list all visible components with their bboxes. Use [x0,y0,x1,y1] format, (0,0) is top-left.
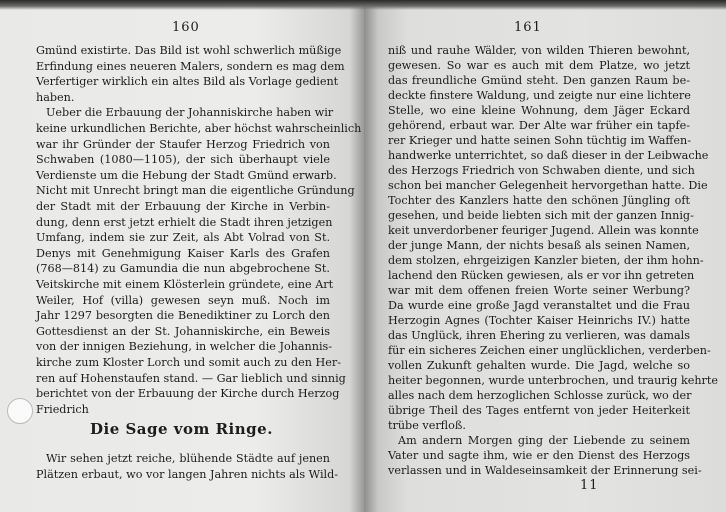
text-line: das Unglück, ihren Ehering zu verlieren, was damals [388,329,690,342]
text-line: für ein sicheres Zeichen einer unglücklichen, verderben- [388,344,711,357]
text-line: Nicht mit Unrecht bringt man die eigentliche Gründung [36,184,355,198]
text-line: kirche zum Kloster Lorch und somit auch zu den Her- [36,356,342,369]
text-line: keit unverdorbener feuriger Jugend. Allein was konnte [388,224,699,237]
text-line: alles nach dem herzoglichen Schlosse zurück, wo der [388,389,692,402]
punch-hole [7,398,33,424]
scan-shadow [0,0,726,10]
text-line: das freundliche Gmünd steht. Den ganzen Raum be- [388,74,690,87]
text-line: Wir sehen jetzt reiche, blühende Städte auf jenen [46,452,330,465]
text-line: Herzogin Agnes (Tochter Kaiser Heinrichs IV.) hatte [388,314,690,327]
text-line: rer Krieger und hatte seinen Sohn tüchtig im Waffen- [388,134,691,147]
text-line: dung, denn erst jetzt erhielt die Stadt ihren jetzigen [36,215,333,229]
right-page [364,0,726,512]
text-line: Verfertiger wirklich ein altes Bild als Vorlage gedient [36,75,339,89]
text-line: Jahr 1297 besorgten die Benediktiner zu Lorch den [36,309,330,323]
text-line: keine urkundlichen Berichte, aber höchst wahrscheinlich [36,122,362,135]
text-line: des Herzogs Friedrich von Schwaben diente, und sich [388,164,695,177]
text-line: Gottesdienst an der St. Johanniskirche, ein Beweis [36,324,330,338]
section-heading: Die Sage vom Ringe. [90,420,273,438]
text-line: (768—814) zu Gamundia die nun abgebrochene St. [36,262,330,276]
text-line: haben. [36,90,75,104]
text-line: Vater und sagte ihm, wie er den Dienst des Herzogs [388,449,690,462]
text-line: übrige Theil des Tages entfernt von jeder Heiterkeit [388,404,690,417]
text-line: gehörend, erbaut war. Der Alte war früher ein tapfe- [388,119,690,132]
text-line: Gmünd existirte. Das Bild ist wohl schwerlich müßige [36,44,342,57]
text-line: niß und rauhe Wälder, von wilden Thieren bewohnt, [388,44,690,57]
text-line: der junge Mann, der nichts besaß als seinen Namen, [388,239,690,252]
text-line: Erfindung eines neueren Malers, sondern es mag dem [36,59,345,73]
text-line: gewesen. So war es auch mit dem Platze, wo jetzt [388,59,690,72]
text-line: Weiler, Hof (villa) gewesen seyn muß. Noch im [36,293,330,307]
text-line: Denys mit Genehmigung Kaiser Karls des Grafen [36,246,330,260]
text-line: war mit dem offenen freien Worte seiner Werbung? [388,284,690,297]
page-number: 161 [514,20,542,35]
text-line: der Stadt mit der Erbauung der Kirche in Verbin- [36,200,330,213]
text-line: schon bei mancher Gelegenheit hervorgethan hatte. Die [388,179,708,192]
text-line: Da wurde eine große Jagd veranstaltet und die Frau [388,299,690,312]
text-line: vollen Zukunft gehalten wurde. Die Jagd, welche so [388,359,690,372]
text-line: Ueber die Erbauung der Johanniskirche haben wir [46,106,334,120]
signature-mark: 11 [580,478,599,493]
text-line: ren auf Hohenstaufen stand. — Gar lieblich und sinnig [36,371,346,385]
text-line: deckte finstere Waldung, und zeigte nur eine lichtere [388,89,691,102]
text-line: verlassen und in Waldeseinsamkeit der Erinnerung sei- [388,464,702,477]
text-line: von der innigen Beziehung, in welcher die Johannis- [36,340,333,354]
text-line: Verdienste um die Hebung der Stadt Gmünd erwarb. [36,168,337,182]
text-line: Friedrich [36,402,89,416]
text-line: berichtet von der Erbauung der Kirche durch Herzog [36,387,340,401]
text-line: heiter begonnen, wurde unterbrochen, und traurig kehrte [388,374,719,387]
text-line: Schwaben (1080—1105), der sich überhaupt viele [36,153,330,167]
text-line: war ihr Gründer der Staufer Herzog Friedrich von [36,137,330,151]
text-line: dem stolzen, ehrgeizigen Kanzler bieten, der ihm hohn- [388,254,704,267]
text-line: lachend den Rücken gewiesen, als er vor ihn getreten [388,269,695,282]
text-line: gesehen, und beide liebten sich mit der ganzen Innig- [388,209,694,222]
page-number: 160 [172,20,200,35]
text-line: Am andern Morgen ging der Liebende zu seinem [398,434,690,447]
text-line: trübe verfloß. [388,419,466,432]
text-line: handwerke unterrichtet, so daß dieser in der Leibwache [388,149,709,162]
text-line: Umfang, indem sie zur Zeit, als Abt Volrad von St. [36,231,330,245]
text-line: Veitskirche mit einem Klösterlein gründete, eine Art [36,278,334,291]
text-line: Tochter des Kanzlers hatte den schönen Jüngling oft [388,194,690,207]
text-line: Plätzen erbaut, wo vor langen Jahren nichts als Wild- [36,467,339,481]
text-line: Stelle, wo eine kleine Wohnung, dem Jäger Eckard [388,104,690,117]
